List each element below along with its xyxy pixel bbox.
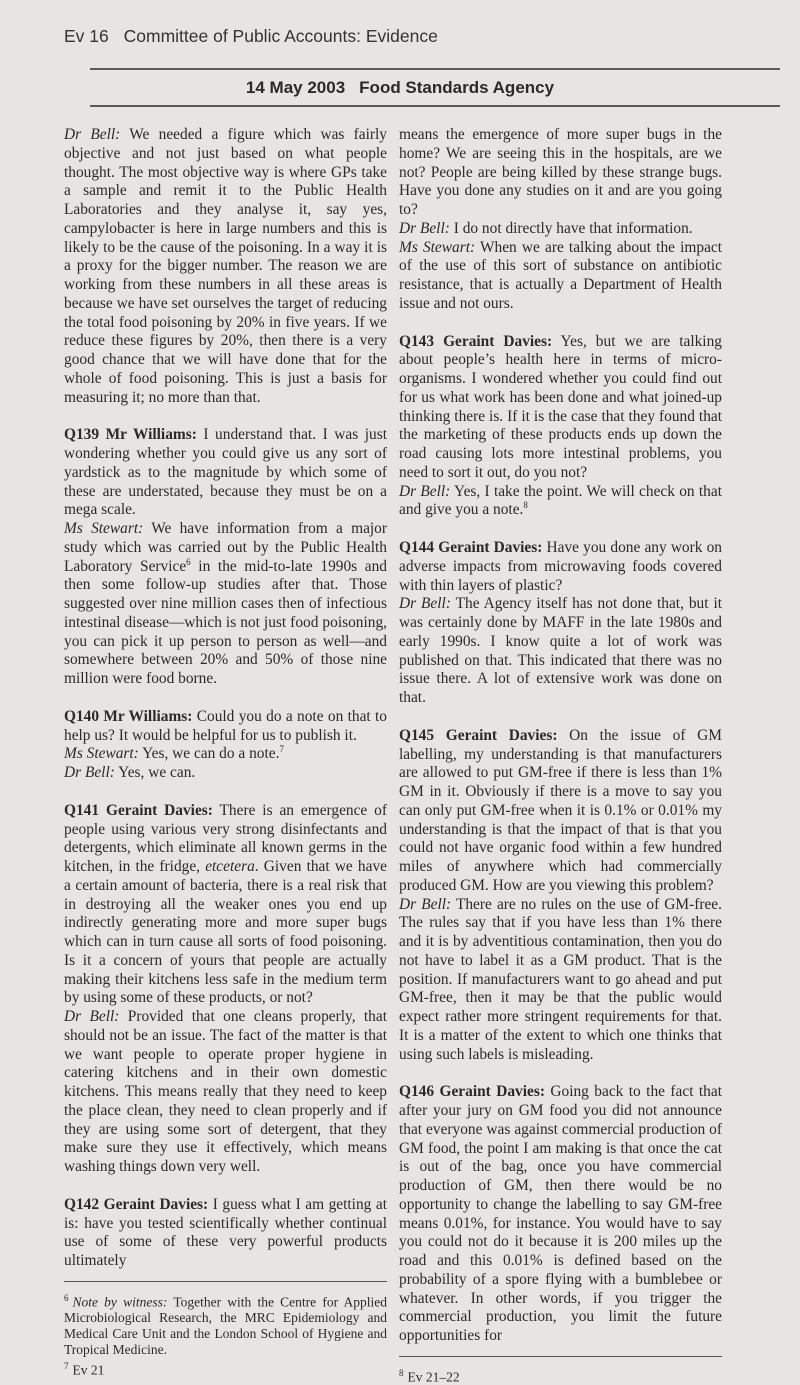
question-text: On the issue of GM labelling, my understanding is that manufacturers are allowed to put GM-free if there is less than 1% GM in it. Obviously if there is a move to say you can only put GM-free when it is 0.1% or 0.01% my understanding is that the impact of that is that you could not have organic food within a few hundred miles of anywhere which had commercially produced GM. How are you viewing this problem? (399, 726, 722, 894)
answer-paragraph (64, 745, 387, 764)
answer-paragraph (64, 126, 387, 407)
page-number: Ev 16 (64, 26, 109, 46)
question-number: Q141 (64, 801, 100, 819)
question-number: Q140 (64, 707, 100, 725)
speaker-name: Dr Bell: (399, 219, 450, 237)
questioner-name: Geraint Davies: (439, 1083, 545, 1101)
footnote-label: Note by witness: (72, 1294, 168, 1310)
question-paragraph (399, 539, 722, 595)
answer-text: I do not directly have that information. (449, 219, 693, 237)
answer-paragraph (64, 1008, 387, 1177)
answer-text: The Agency itself has not done that, but it was certainly done by MAFF in the late 1980s and early 1990s. I know quite a lot of work was published on that. This indicated that there was no issue there. A lot of extensive work was done on that. (399, 595, 722, 706)
running-header (64, 26, 438, 47)
answer-paragraph (399, 220, 722, 239)
left-column (64, 126, 387, 1379)
questioner-name: Mr Williams: (103, 707, 193, 725)
italic-term: etcetera (205, 858, 255, 875)
question-continuation (399, 126, 722, 220)
speaker-name: Dr Bell: (64, 764, 115, 781)
question-text: There is an emergence of people using various very strong disinfectants and detergents, which eliminate all known germs in the kitchen, in the fridge, (64, 801, 387, 875)
questioner-name: Geraint Davies: (443, 332, 553, 350)
speaker-name: Ms Stewart: (399, 238, 476, 256)
questioner-name: Geraint Davies: (445, 726, 558, 744)
header-rule-bottom (90, 105, 780, 107)
answer-text: Yes, we can. (114, 764, 196, 781)
footnote-text: Ev 21–22 (407, 1369, 460, 1385)
speaker-name: Dr Bell: (64, 126, 121, 143)
question-number: Q142 (64, 1195, 100, 1213)
speaker-name: Ms Stewart: (64, 745, 139, 763)
question-text: means the emergence of more super bugs in the home? We are seeing this in the hospitals, are we not? People are being killed by these strange bugs. Have you done any studies on it and are you going to? (399, 126, 722, 218)
footnote-ref[interactable]: 8 (523, 500, 528, 511)
answer-paragraph (399, 239, 722, 314)
questioner-name: Geraint Davies: (105, 801, 213, 819)
answer-text: Provided that one cleans properly, that should not be an issue. The fact of the matter is that we want people to operate proper hygiene in catering kitchens and in their own domestic kitchens. This means really that they need to keep the place clean, they need to clean properly and if they are using some sort of detergent, that they make sure they use it effectively, which means washing things down very well. (64, 1008, 387, 1175)
footnote-ref[interactable]: 6 (186, 556, 191, 567)
agency-name: Food Standards Agency (359, 78, 555, 97)
answer-text: We have information from a major study which was carried out by the Public Health Laboratory Service (64, 520, 388, 575)
session-header (0, 78, 800, 98)
answer-text: When we are talking about the impact of the use of this sort of substance on antibiotic resistance, that is actually a Department of Health issue and not ours. (399, 238, 723, 312)
answer-paragraph (399, 896, 722, 1065)
footnote (399, 1365, 722, 1385)
footnote (64, 1290, 387, 1359)
question-paragraph (399, 727, 722, 896)
question-number: Q144 (399, 539, 435, 556)
speaker-name: Dr Bell: (399, 482, 451, 500)
committee-title: Committee of Public Accounts: Evidence (123, 26, 438, 46)
question-text: . Given that we have a certain amount of bacteria, there is a real risk that in destroying all the weaker ones you end up indirectly generating more and more super bugs which can in turn cause all sorts of food poisoning. Is it a concern of yours that people are actually making their kitchens less safe in the medium term by using some of these products, or not? (64, 858, 387, 1007)
question-number: Q139 (64, 426, 100, 444)
answer-text: in the mid-to-late 1990s and then some follow-up studies after that. Those suggested over nine million cases then of infectious intestinal disease—which is not just food poisoning, you can pick it up person to person as well—and somewhere between 20% and 50% of those nine million were food borne. (64, 557, 388, 687)
footnote-rule (64, 1281, 387, 1282)
footnote-ref[interactable]: 7 (279, 744, 284, 755)
header-rule-top (90, 68, 780, 70)
speaker-name: Dr Bell: (399, 895, 452, 913)
speaker-name: Dr Bell: (64, 1008, 120, 1025)
speaker-name: Ms Stewart: (64, 520, 144, 537)
footnote-mark: 7 (64, 1361, 69, 1372)
answer-text: Yes, we can do a note. (138, 745, 280, 763)
question-text: I understand that. I was just wondering whether you could give us any sort of yardstick as to the magnitude by which some of these are understated, because they must be on a mega scale. (64, 426, 387, 519)
answer-text: Yes, I take the point. We will check on that and give you a note. (399, 482, 722, 519)
answer-paragraph (399, 483, 722, 521)
answer-paragraph (64, 520, 387, 689)
footnote (64, 1358, 387, 1379)
answer-paragraph (64, 764, 387, 783)
question-text: Could you do a note on that to help us? It would be helpful for us to publish it. (64, 707, 387, 744)
question-number: Q145 (399, 726, 435, 744)
answer-text: There are no rules on the use of GM-free. The rules say that if you have less than 1% there and it is by adventitious contamination, then you do not have to label it as a GM product. That is the position. If manufacturers want to go ahead and put GM-free, then it may be that the public would expect rather more stringent requirements for that. It is a matter of the extent to which one thinks that using such labels is misleading. (399, 895, 722, 1063)
question-paragraph (399, 333, 722, 483)
answer-text: We needed a figure which was fairly objective and not just based on what people thought. The most objective way is where GPs take a sample and remit it to the Public Health Laboratories and they analyse it, say yes, campylobacter is here in large numbers and this is likely to be the cause of the poisoning. In a way it is a proxy for the bigger number. The reason we are working from these numbers in all these areas is because we have set ourselves the target of reducing the total food poisoning by 20% in five years. If we reduce these figures by 20%, then there is a very good chance that we will have done that for the whole of food poisoning. This is just a basis for measuring it; no more than that. (64, 126, 387, 406)
footnote-mark: 8 (399, 1367, 404, 1378)
question-number: Q143 (399, 332, 435, 350)
question-paragraph (64, 426, 387, 520)
footnote-text: Together with the Centre for Applied Microbiological Research, the MRC Epidemiology and Medical Care Unit and the London School of Hygiene and Tropical Medicine. (64, 1294, 387, 1358)
questioner-name: Mr Williams: (105, 426, 197, 444)
question-text: I guess what I am getting at is: have you tested scientifically whether continual use of some of these very powerful products ultimately (64, 1195, 387, 1269)
question-text: Have you done any work on adverse impacts from microwaving foods covered with thin layers of plastic? (399, 539, 722, 594)
question-paragraph (64, 708, 387, 746)
speaker-name: Dr Bell: (399, 595, 451, 613)
questioner-name: Geraint Davies: (103, 1195, 209, 1213)
footnote-rule (399, 1356, 722, 1357)
right-column (399, 126, 722, 1385)
question-paragraph (64, 1196, 387, 1271)
question-text: Yes, but we are talking about people’s health here in terms of micro-organisms. I wondered whether you could find out for us what work has been done and what joined-up thinking there is. If it is the case that they found that the marketing of these products ends up down the road causing lots more intestinal problems, you need to sort it out, do you not? (399, 332, 722, 481)
footnote-text: Ev 21 (72, 1362, 105, 1378)
answer-paragraph (399, 595, 722, 708)
session-date: 14 May 2003 (245, 78, 346, 97)
questioner-name: Geraint Davies: (438, 539, 543, 556)
question-paragraph (399, 1083, 722, 1346)
question-paragraph (64, 802, 387, 1008)
footnote-mark: 6 (64, 1292, 69, 1303)
question-text: Going back to the fact that after your jury on GM food you did not announce that everyone was against commercial production of GM food, the point I am making is that once the cat is out of the bag, once you have commercial production of GM, then there would be no opportunity to change the labelling to say GM-free means 0.01%, for instance. You would have to say you could not do it because it is 200 miles up the road and this 0.01% is defined based on the probability of a spore flying with a bumblebee or whatever. In other words, if you trigger the commercial production, you limit the future opportunities for (399, 1083, 722, 1344)
question-number: Q146 (399, 1083, 435, 1101)
